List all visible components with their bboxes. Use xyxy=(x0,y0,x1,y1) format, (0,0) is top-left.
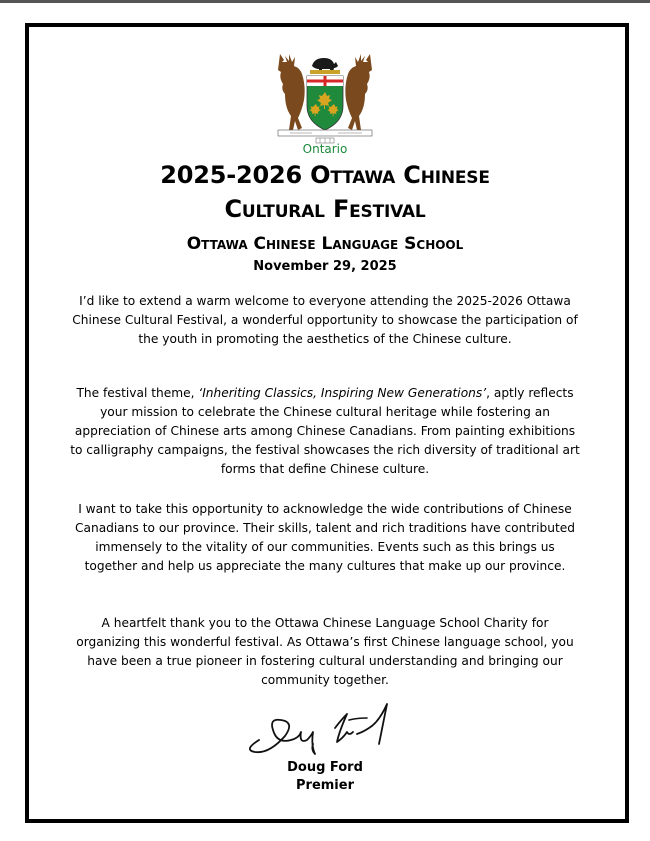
theme-intro: The festival theme, xyxy=(76,386,199,400)
top-rule xyxy=(0,0,650,3)
signatory-name: Doug Ford xyxy=(287,760,363,775)
handwritten-signature xyxy=(245,700,410,762)
letter-date: November 29, 2025 xyxy=(253,259,397,274)
theme-rest: , aptly reflects your mission to celebrate the Chinese cultural heritage while fostering an appreciation of Chinese arts among Chinese Canadians. From painting exhibitions to calligraphy campaigns, the festival showcases the rich diversity of traditional art forms that define Chinese culture. xyxy=(70,386,580,476)
page-title xyxy=(40,158,610,226)
paragraph-theme xyxy=(70,384,580,479)
paragraph-contributions: I want to take this opportunity to acknowledge the wide contributions of Chinese Canadians to our province. Their skills, talent and rich traditions have contributed immensely to the vitality of our communities. Events such as this brings us together and help us appreciate the many cultures that make up our province. xyxy=(75,502,575,573)
organization-subtitle: Ottawa Chinese Language School xyxy=(186,234,464,254)
title-line1: Ottawa Chinese xyxy=(310,161,490,189)
title-line2: Cultural Festival xyxy=(224,195,426,223)
signatory-title: Premier xyxy=(296,778,354,793)
crest-label: Ontario xyxy=(302,142,348,156)
paragraph-welcome: I’d like to extend a warm welcome to everyone attending the 2025-2026 Ottawa Chinese Cultural Festival, a wonderful opportunity to showcase the participation of the youth in promoting the aesthetics of the Chinese culture. xyxy=(72,294,578,346)
festival-theme: ‘Inheriting Classics, Inspiring New Generations’ xyxy=(198,386,487,400)
title-year: 2025-2026 xyxy=(160,161,311,189)
ontario-coat-of-arms-icon xyxy=(270,48,380,148)
paragraph-thanks: A heartfelt thank you to the Ottawa Chinese Language School Charity for organizing this wonderful festival. As Ottawa’s first Chinese language school, you have been a true pioneer in fostering cultural understanding and bringing our community together. xyxy=(76,616,574,687)
